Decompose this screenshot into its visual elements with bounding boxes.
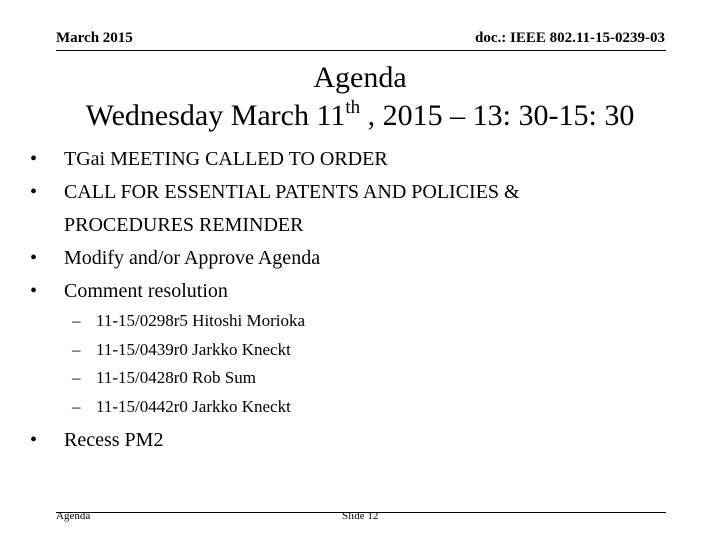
agenda-item-text-continued: PROCEDURES REMINDER (64, 214, 304, 236)
agenda-list (30, 143, 690, 308)
subtitle-prefix: Wednesday March 11 (85, 99, 346, 132)
slide-title: Agenda (313, 61, 407, 94)
sub-item-text: 11-15/0439r0 Jarkko Kneckt (96, 339, 291, 359)
dash-marker: – (72, 396, 81, 416)
bullet-marker: • (30, 181, 38, 203)
header-date: March 2015 (56, 30, 133, 46)
sub-item (72, 336, 305, 365)
agenda-item-text: Comment resolution (64, 280, 228, 302)
sub-item-text: 11-15/0298r5 Hitoshi Morioka (96, 311, 306, 330)
agenda-item-text: TGai MEETING CALLED TO ORDER (64, 148, 388, 170)
footer-label: Agenda (56, 510, 91, 522)
slide-number: Slide 12 (342, 510, 379, 522)
dash-marker: – (72, 339, 81, 359)
agenda-item (30, 176, 690, 242)
agenda-item-text: CALL FOR ESSENTIAL PATENTS AND POLICIES & (64, 181, 520, 203)
sub-item (72, 307, 305, 336)
subtitle-superscript: th (345, 97, 361, 118)
dash-marker: – (72, 311, 81, 330)
agenda-list-final (30, 424, 163, 457)
subtitle-suffix: , 2015 – 13: 30-15: 30 (360, 99, 635, 132)
slide-subtitle (0, 96, 720, 136)
agenda-item (30, 424, 163, 457)
sub-item (72, 364, 305, 393)
comment-resolution-list (72, 307, 305, 421)
bullet-marker: • (30, 280, 38, 302)
sub-item-text: 11-15/0442r0 Jarkko Kneckt (96, 396, 291, 416)
agenda-item (30, 143, 690, 176)
agenda-item (30, 275, 690, 308)
bullet-marker: • (30, 247, 38, 269)
agenda-item-text: Modify and/or Approve Agenda (64, 247, 321, 269)
sub-item-text: 11-15/0428r0 Rob Sum (96, 368, 256, 387)
header-divider (56, 50, 666, 51)
dash-marker: – (72, 368, 81, 387)
agenda-item-text: Recess PM2 (64, 429, 164, 451)
header-doc-id: doc.: IEEE 802.11-15-0239-03 (474, 30, 665, 46)
agenda-item (30, 242, 690, 275)
bullet-marker: • (30, 148, 38, 170)
sub-item (72, 393, 305, 422)
bullet-marker: • (30, 429, 38, 451)
